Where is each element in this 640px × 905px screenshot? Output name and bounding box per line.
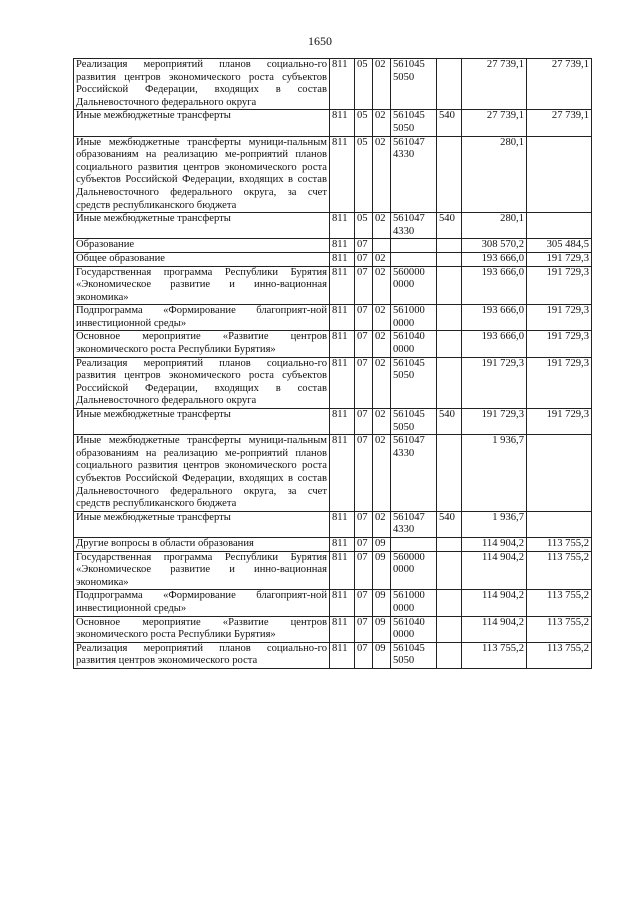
- grbs-code: 811: [330, 551, 355, 590]
- row-name: Иные межбюджетные трансферты: [74, 110, 330, 136]
- target-article-code: 561047 4330: [391, 136, 437, 213]
- expense-type-code: [437, 239, 462, 253]
- section-code: 07: [355, 331, 373, 357]
- amount-year-1: 193 666,0: [462, 252, 527, 266]
- amount-year-2: 113 755,2: [527, 537, 592, 551]
- grbs-code: 811: [330, 331, 355, 357]
- amount-year-1: 27 739,1: [462, 110, 527, 136]
- subsection-code: 02: [373, 252, 391, 266]
- row-name: Основное мероприятие «Развитие центров экономического роста Республики Бурятия»: [74, 616, 330, 642]
- amount-year-1: 114 904,2: [462, 590, 527, 616]
- amount-year-2: 27 739,1: [527, 59, 592, 110]
- subsection-code: 02: [373, 59, 391, 110]
- grbs-code: 811: [330, 590, 355, 616]
- target-article-code: 561040 0000: [391, 331, 437, 357]
- row-name: Иные межбюджетные трансферты: [74, 409, 330, 435]
- target-article-code: 560000 0000: [391, 551, 437, 590]
- amount-year-2: 113 755,2: [527, 616, 592, 642]
- budget-table-body: [74, 59, 592, 669]
- amount-year-2: 191 729,3: [527, 266, 592, 305]
- row-name: Реализация мероприятий планов социально-го развития центров экономического роста: [74, 642, 330, 668]
- table-row: [74, 616, 592, 642]
- amount-year-1: 113 755,2: [462, 642, 527, 668]
- table-row: [74, 239, 592, 253]
- section-code: 07: [355, 409, 373, 435]
- amount-year-1: 280,1: [462, 213, 527, 239]
- amount-year-2: 113 755,2: [527, 551, 592, 590]
- grbs-code: 811: [330, 266, 355, 305]
- expense-type-code: 540: [437, 409, 462, 435]
- section-code: 05: [355, 110, 373, 136]
- amount-year-2: [527, 511, 592, 537]
- grbs-code: 811: [330, 537, 355, 551]
- target-article-code: 561000 0000: [391, 305, 437, 331]
- target-article-code: [391, 252, 437, 266]
- subsection-code: 09: [373, 590, 391, 616]
- amount-year-2: 191 729,3: [527, 252, 592, 266]
- subsection-code: 02: [373, 409, 391, 435]
- row-name: Иные межбюджетные трансферты муници-пальным образованиям на реализацию ме-роприятий планов социального развития центров экономического роста субъектов Российской Федерации, входящих в состав Дальневосточного федерального округа, за счет средств республиканского бюджета: [74, 136, 330, 213]
- amount-year-2: 113 755,2: [527, 590, 592, 616]
- table-row: [74, 305, 592, 331]
- expense-type-code: 540: [437, 110, 462, 136]
- target-article-code: [391, 537, 437, 551]
- grbs-code: 811: [330, 511, 355, 537]
- row-name: Реализация мероприятий планов социально-го развития центров экономического роста субъектов Российской Федерации, входящих в состав Дальневосточного федерального округа: [74, 59, 330, 110]
- subsection-code: 09: [373, 551, 391, 590]
- grbs-code: 811: [330, 252, 355, 266]
- amount-year-1: 280,1: [462, 136, 527, 213]
- expense-type-code: [437, 435, 462, 512]
- row-name: Подпрограмма «Формирование благоприят-ной инвестиционной среды»: [74, 305, 330, 331]
- target-article-code: 561045 5050: [391, 59, 437, 110]
- page-number: 1650: [308, 34, 332, 48]
- amount-year-2: 113 755,2: [527, 642, 592, 668]
- section-code: 07: [355, 616, 373, 642]
- amount-year-1: 193 666,0: [462, 266, 527, 305]
- section-code: 05: [355, 136, 373, 213]
- grbs-code: 811: [330, 136, 355, 213]
- subsection-code: 09: [373, 616, 391, 642]
- subsection-code: [373, 239, 391, 253]
- table-row: [74, 213, 592, 239]
- expense-type-code: 540: [437, 511, 462, 537]
- section-code: 07: [355, 252, 373, 266]
- grbs-code: 811: [330, 213, 355, 239]
- grbs-code: 811: [330, 110, 355, 136]
- amount-year-2: 191 729,3: [527, 357, 592, 408]
- expense-type-code: [437, 616, 462, 642]
- section-code: 07: [355, 642, 373, 668]
- target-article-code: 561045 5050: [391, 357, 437, 408]
- grbs-code: 811: [330, 435, 355, 512]
- row-name: Другие вопросы в области образования: [74, 537, 330, 551]
- amount-year-2: 191 729,3: [527, 305, 592, 331]
- section-code: 07: [355, 511, 373, 537]
- grbs-code: 811: [330, 305, 355, 331]
- table-row: [74, 59, 592, 110]
- target-article-code: 561040 0000: [391, 616, 437, 642]
- row-name: Государственная программа Республики Бурятия «Экономическое развитие и инно-вационная экономика»: [74, 551, 330, 590]
- subsection-code: 02: [373, 511, 391, 537]
- expense-type-code: [437, 331, 462, 357]
- row-name: Образование: [74, 239, 330, 253]
- amount-year-1: 114 904,2: [462, 537, 527, 551]
- expense-type-code: [437, 305, 462, 331]
- amount-year-1: 193 666,0: [462, 305, 527, 331]
- target-article-code: 561045 5050: [391, 110, 437, 136]
- row-name: Иные межбюджетные трансферты: [74, 213, 330, 239]
- subsection-code: 02: [373, 110, 391, 136]
- subsection-code: 02: [373, 435, 391, 512]
- subsection-code: 02: [373, 136, 391, 213]
- section-code: 07: [355, 239, 373, 253]
- target-article-code: 561047 4330: [391, 435, 437, 512]
- table-row: [74, 642, 592, 668]
- expense-type-code: [437, 59, 462, 110]
- amount-year-1: 1 936,7: [462, 435, 527, 512]
- section-code: 07: [355, 305, 373, 331]
- section-code: 07: [355, 551, 373, 590]
- subsection-code: 09: [373, 642, 391, 668]
- table-row: [74, 590, 592, 616]
- table-row: [74, 331, 592, 357]
- table-row: [74, 537, 592, 551]
- target-article-code: 561047 4330: [391, 213, 437, 239]
- target-article-code: 560000 0000: [391, 266, 437, 305]
- expense-type-code: [437, 590, 462, 616]
- table-row: [74, 551, 592, 590]
- section-code: 07: [355, 537, 373, 551]
- subsection-code: 02: [373, 305, 391, 331]
- target-article-code: 561045 5050: [391, 409, 437, 435]
- amount-year-2: 27 739,1: [527, 110, 592, 136]
- amount-year-1: 308 570,2: [462, 239, 527, 253]
- row-name: Общее образование: [74, 252, 330, 266]
- table-row: [74, 266, 592, 305]
- subsection-code: 02: [373, 213, 391, 239]
- row-name: Реализация мероприятий планов социально-го развития центров экономического роста субъектов Российской Федерации, входящих в состав Дальневосточного федерального округа: [74, 357, 330, 408]
- grbs-code: 811: [330, 357, 355, 408]
- amount-year-2: [527, 136, 592, 213]
- target-article-code: 561000 0000: [391, 590, 437, 616]
- subsection-code: 09: [373, 537, 391, 551]
- amount-year-2: 191 729,3: [527, 409, 592, 435]
- amount-year-1: 114 904,2: [462, 551, 527, 590]
- table-row: [74, 357, 592, 408]
- expense-type-code: 540: [437, 213, 462, 239]
- subsection-code: 02: [373, 331, 391, 357]
- amount-year-1: 114 904,2: [462, 616, 527, 642]
- amount-year-1: 191 729,3: [462, 409, 527, 435]
- table-row: [74, 110, 592, 136]
- row-name: Основное мероприятие «Развитие центров экономического роста Республики Бурятия»: [74, 331, 330, 357]
- amount-year-1: 193 666,0: [462, 331, 527, 357]
- amount-year-2: [527, 213, 592, 239]
- grbs-code: 811: [330, 642, 355, 668]
- grbs-code: 811: [330, 59, 355, 110]
- row-name: Подпрограмма «Формирование благоприят-ной инвестиционной среды»: [74, 590, 330, 616]
- expense-type-code: [437, 357, 462, 408]
- section-code: 05: [355, 213, 373, 239]
- amount-year-1: 27 739,1: [462, 59, 527, 110]
- budget-table: [73, 58, 592, 669]
- section-code: 07: [355, 435, 373, 512]
- row-name: Иные межбюджетные трансферты муници-пальным образованиям на реализацию ме-роприятий планов социального развития центров экономического роста субъектов Российской Федерации, входящих в состав Дальневосточного федерального округа, за счет средств республиканского бюджета: [74, 435, 330, 512]
- target-article-code: [391, 239, 437, 253]
- section-code: 07: [355, 590, 373, 616]
- grbs-code: 811: [330, 616, 355, 642]
- section-code: 07: [355, 357, 373, 408]
- expense-type-code: [437, 537, 462, 551]
- amount-year-2: [527, 435, 592, 512]
- table-row: [74, 511, 592, 537]
- target-article-code: 561047 4330: [391, 511, 437, 537]
- section-code: 05: [355, 59, 373, 110]
- section-code: 07: [355, 266, 373, 305]
- table-row: [74, 252, 592, 266]
- expense-type-code: [437, 136, 462, 213]
- subsection-code: 02: [373, 266, 391, 305]
- table-row: [74, 409, 592, 435]
- grbs-code: 811: [330, 239, 355, 253]
- expense-type-code: [437, 642, 462, 668]
- table-row: [74, 435, 592, 512]
- table-row: [74, 136, 592, 213]
- amount-year-2: 191 729,3: [527, 331, 592, 357]
- amount-year-1: 191 729,3: [462, 357, 527, 408]
- target-article-code: 561045 5050: [391, 642, 437, 668]
- subsection-code: 02: [373, 357, 391, 408]
- amount-year-2: 305 484,5: [527, 239, 592, 253]
- row-name: Государственная программа Республики Бурятия «Экономическое развитие и инно-вационная экономика»: [74, 266, 330, 305]
- grbs-code: 811: [330, 409, 355, 435]
- expense-type-code: [437, 252, 462, 266]
- expense-type-code: [437, 266, 462, 305]
- amount-year-1: 1 936,7: [462, 511, 527, 537]
- row-name: Иные межбюджетные трансферты: [74, 511, 330, 537]
- expense-type-code: [437, 551, 462, 590]
